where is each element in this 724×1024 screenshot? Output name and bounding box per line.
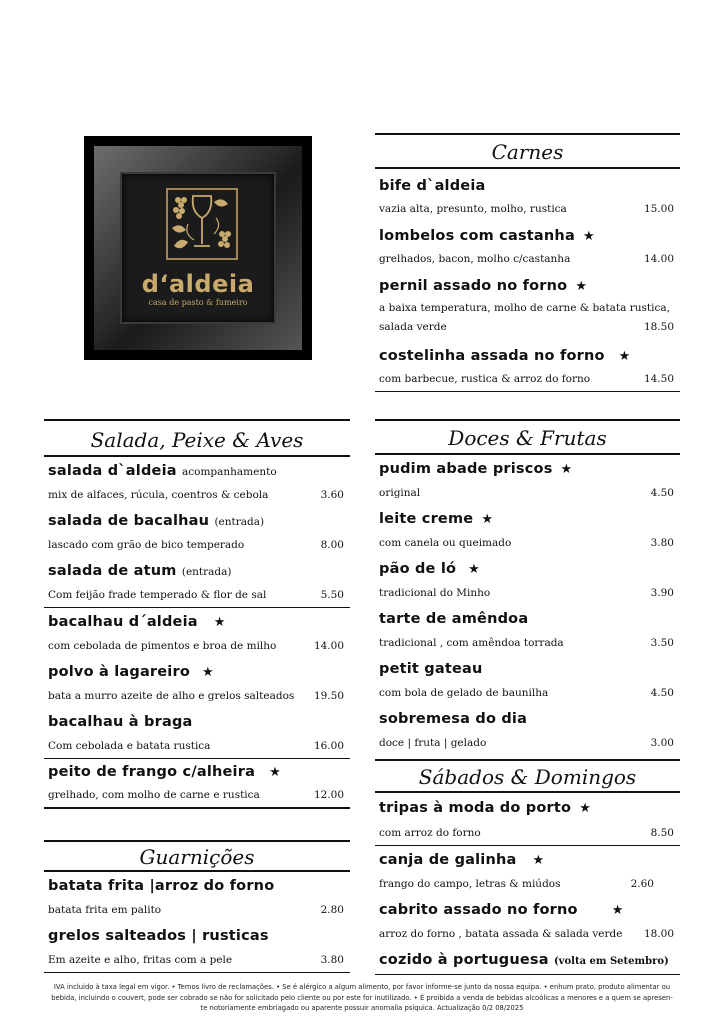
section-title: Guarnições <box>44 840 350 872</box>
item-price: 16.00 <box>313 740 344 752</box>
item-description: original <box>379 487 421 499</box>
section-title: Sábados & Domingos <box>375 759 680 793</box>
item-description: Em azeite e alho, fritas com a pele <box>48 954 233 966</box>
doces-frutas-section <box>375 419 680 755</box>
section-bottom-rule <box>44 972 350 973</box>
item-price: 3.90 <box>650 587 674 599</box>
item-name: grelos salteados | rusticas <box>48 928 269 944</box>
menu-item <box>375 173 680 219</box>
item-description: a baixa temperatura, molho de carne & batata rustica, <box>379 302 670 314</box>
item-name: tripas à moda do porto <box>379 800 572 816</box>
item-price: 15.00 <box>643 203 674 215</box>
menu-item <box>44 457 350 507</box>
item-description: Com cebolada e batata rustica <box>48 740 211 752</box>
star-icon: ★ <box>202 665 214 680</box>
item-description: batata frita em palito <box>48 904 162 916</box>
item-description: tradicional do Minho <box>379 587 491 599</box>
item-price: 4.50 <box>650 687 674 699</box>
salada-peixe-aves-section <box>44 419 350 809</box>
menu-item <box>44 872 350 922</box>
item-description: vazia alta, presunto, molho, rustica <box>379 203 567 215</box>
footer-line: te notoriamente embriagado ou aparente possuir anomalia psíquica. Actualização 0/2 08/2025 <box>200 1004 524 1012</box>
logo-panel <box>122 174 274 322</box>
item-description: mix de alfaces, rúcula, coentros & cebola <box>48 489 269 501</box>
item-name: cabrito assado no forno <box>379 902 578 918</box>
item-price: 3.00 <box>650 737 674 749</box>
item-name: tarte de amêndoa <box>379 611 529 627</box>
item-name: canja de galinha <box>379 852 517 868</box>
menu-item <box>44 658 350 708</box>
item-price: 2.80 <box>320 904 344 916</box>
star-icon: ★ <box>468 562 481 577</box>
item-name: polvo à lagareiro <box>48 664 190 680</box>
menu-item <box>375 846 680 896</box>
menu-item <box>375 605 680 655</box>
item-price: 19.50 <box>313 690 344 702</box>
menu-item <box>375 555 680 605</box>
star-icon: ★ <box>611 903 624 918</box>
item-note: (volta em Setembro) <box>553 956 669 967</box>
menu-item <box>375 455 680 505</box>
section-title: Carnes <box>375 133 680 169</box>
legal-footer <box>30 982 694 1014</box>
section-title: Salada, Peixe & Aves <box>44 419 350 457</box>
item-description: com bola de gelado de baunilha <box>379 687 549 699</box>
item-name: bacalhau d´aldeia <box>48 614 198 630</box>
item-name: leite creme <box>379 511 474 527</box>
star-icon: ★ <box>618 349 631 364</box>
item-price: 18.00 <box>643 928 674 940</box>
item-name: cozido à portuguesa <box>379 952 549 968</box>
menu-item <box>44 557 350 607</box>
item-description: grelhado, com molho de carne e rustica <box>48 789 260 801</box>
item-price: 12.00 <box>313 789 344 801</box>
item-note: (entrada) <box>214 516 265 528</box>
wine-glass-grapes-icon <box>166 188 238 260</box>
item-description: grelhados, bacon, molho c/castanha <box>379 253 571 265</box>
section-bottom-rule <box>375 391 680 392</box>
item-price: 14.00 <box>313 640 344 652</box>
item-name: bacalhau à braga <box>48 714 193 730</box>
sabados-domingos-section <box>375 759 680 975</box>
star-icon: ★ <box>213 615 226 630</box>
item-price: 18.50 <box>643 321 674 333</box>
restaurant-logo <box>84 136 312 360</box>
menu-item <box>44 759 350 807</box>
menu-item <box>375 896 680 946</box>
logo-brand-name: d‘aldeia <box>141 270 255 298</box>
menu-item <box>44 507 350 557</box>
section-bottom-rule <box>375 974 680 975</box>
menu-item <box>44 608 350 658</box>
carnes-section <box>375 133 680 392</box>
item-description: doce | fruta | gelado <box>379 737 487 749</box>
item-name: lombelos com castanha <box>379 228 575 244</box>
section-title: Doces & Frutas <box>375 419 680 455</box>
item-price: 5.50 <box>320 589 344 601</box>
item-name: batata frita |arroz do forno <box>48 878 275 894</box>
item-description: com cebolada de pimentos e broa de milho <box>48 640 277 652</box>
item-name: pudim abade priscos <box>379 461 553 477</box>
item-description: frango do campo, letras & miúdos <box>379 878 561 890</box>
menu-item <box>375 223 680 269</box>
item-name: salada de atum <box>48 563 177 579</box>
footer-line: bebida, incluindo o couvert, pode ser cobrado se não for solicitado pelo cliente ou por este for inutilizado. • É proibida a venda de bebidas alcoólicas a menores e a quem se apresen- <box>51 993 673 1002</box>
item-name: bife d`aldeia <box>379 178 486 194</box>
menu-item <box>375 655 680 705</box>
item-price: 3.80 <box>650 537 674 549</box>
item-price: 3.50 <box>650 637 674 649</box>
item-description-cont: salada verde <box>379 321 447 333</box>
section-bottom-rule <box>44 807 350 809</box>
menu-item <box>375 946 680 974</box>
item-description: bata a murro azeite de alho e grelos salteados <box>48 690 295 702</box>
item-price: 14.00 <box>643 253 674 265</box>
star-icon: ★ <box>579 801 592 816</box>
logo-tagline: casa de pasto & fumeiro <box>148 298 248 307</box>
item-description: com canela ou queimado <box>379 537 512 549</box>
item-name: petit gateau <box>379 661 483 677</box>
menu-item <box>375 505 680 555</box>
item-note: acompanhamento <box>182 466 277 478</box>
item-price: 3.60 <box>320 489 344 501</box>
menu-item <box>375 705 680 755</box>
guarnicoes-section <box>44 840 350 973</box>
item-price: 14.50 <box>643 373 674 385</box>
item-name: salada d`aldeia <box>48 463 177 479</box>
item-price: 4.50 <box>650 487 674 499</box>
menu-item <box>375 793 680 845</box>
item-name: pernil assado no forno <box>379 278 568 294</box>
item-name: sobremesa do dia <box>379 711 528 727</box>
star-icon: ★ <box>269 765 281 780</box>
item-price: 2.60 <box>630 878 654 890</box>
item-name: salada de bacalhau <box>48 513 210 529</box>
star-icon: ★ <box>582 229 595 244</box>
menu-item <box>44 708 350 758</box>
menu-item <box>375 343 680 389</box>
menu-item <box>375 273 680 337</box>
item-note: (entrada) <box>181 566 232 578</box>
star-icon: ★ <box>481 512 494 527</box>
item-description: com arroz do forno <box>379 827 481 839</box>
item-name: peito de frango c/alheira <box>48 764 256 780</box>
menu-item <box>44 922 350 972</box>
item-description: tradicional , com amêndoa torrada <box>379 637 564 649</box>
item-price: 8.50 <box>650 827 674 839</box>
item-description: com barbecue, rustica & arroz do forno <box>379 373 591 385</box>
star-icon: ★ <box>560 462 573 477</box>
item-name: pão de ló <box>379 561 457 577</box>
item-price: 8.00 <box>320 539 344 551</box>
star-icon: ★ <box>532 853 545 868</box>
item-name: costelinha assada no forno <box>379 348 605 364</box>
footer-line: IVA incluido à taxa legal em vigor. • Temos livro de reclamações. • Se é alérgico a algum alimento, por favor informe-se junto da nossa equipa. • enhum prato, produto alimentar ou <box>53 983 671 991</box>
star-icon: ★ <box>575 279 588 294</box>
item-description: lascado com grão de bico temperado <box>48 539 245 551</box>
item-price: 3.80 <box>320 954 344 966</box>
item-description: arroz do forno , batata assada & salada verde <box>379 928 623 940</box>
item-description: Com feijão frade temperado & flor de sal <box>48 589 267 601</box>
